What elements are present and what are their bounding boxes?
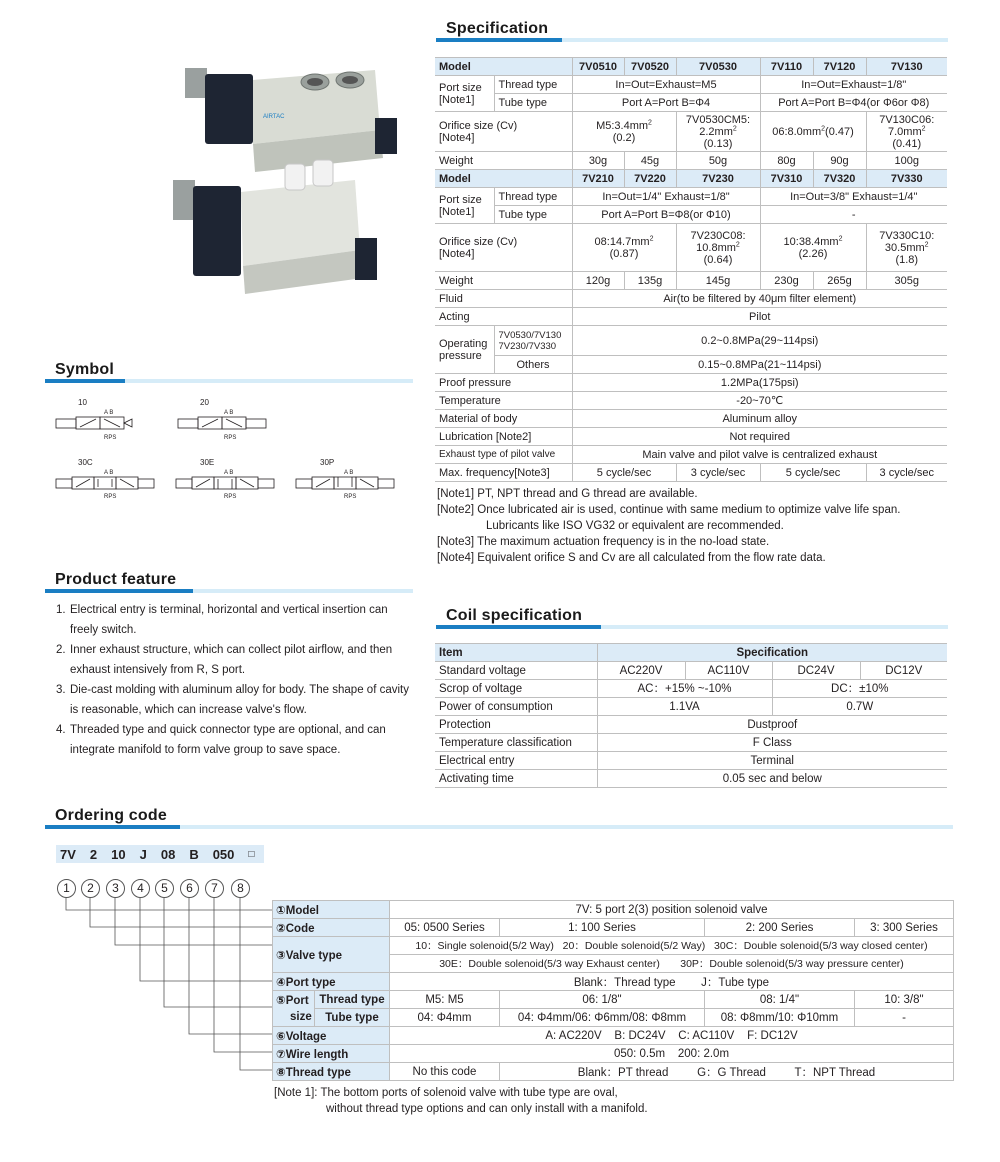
ordering-index-circle: 1 bbox=[57, 879, 76, 898]
model-cell: 7V0530 bbox=[676, 58, 760, 76]
weight-cell: 90g bbox=[813, 152, 866, 170]
port-size-label: Port size [Note1] bbox=[435, 188, 494, 224]
order-port-type-value: Blank：Thread type J：Tube type bbox=[390, 973, 954, 991]
note-2: [Note2] Once lubricated air is used, continue with same medium to optimize valve life span. bbox=[437, 504, 901, 516]
voltage-cell: AC110V bbox=[685, 662, 772, 680]
model-cell: 7V130 bbox=[866, 58, 947, 76]
max-frequency-label: Max. frequency[Note3] bbox=[435, 464, 572, 482]
frequency-value: 3 cycle/sec bbox=[866, 464, 947, 482]
code-part: □ bbox=[248, 848, 255, 860]
tube-type-label: Tube type bbox=[494, 94, 572, 112]
activating-time-value: 0.05 sec and below bbox=[597, 770, 947, 788]
order-valve-value: 10：Single solenoid(5/2 Way) 20：Double solenoid(5/2 Way) 30C：Double solenoid(5/3 way closed center) bbox=[390, 937, 954, 955]
model-cell: 7V210 bbox=[572, 170, 624, 188]
code-part: 050 bbox=[212, 846, 235, 862]
acting-label: Acting bbox=[435, 308, 572, 326]
feature-item: 2. Inner exhaust structure, which can collect pilot airflow, and then exhaust intensively from R, S port. bbox=[56, 644, 393, 676]
model-cell: 7V120 bbox=[813, 58, 866, 76]
weight-cell: 50g bbox=[676, 152, 760, 170]
model-cell: 7V310 bbox=[760, 170, 813, 188]
ordering-note-line-2: without thread type options and can only install with a manifold. bbox=[326, 1103, 648, 1115]
order-wire-length-row bbox=[273, 1045, 954, 1063]
order-thread-value: 10: 3/8" bbox=[855, 991, 954, 1009]
fluid-value: Air(to be filtered by 40μm filter element) bbox=[572, 290, 947, 308]
model-cell: 7V330 bbox=[866, 170, 947, 188]
activating-time-label: Activating time bbox=[435, 770, 597, 788]
order-tube-value: 04: Φ4mm bbox=[390, 1009, 500, 1027]
order-thread-type-key: Thread type bbox=[315, 991, 390, 1009]
proof-pressure-label: Proof pressure bbox=[435, 374, 572, 392]
model-cell: 7V0520 bbox=[624, 58, 676, 76]
thread-value: In=Out=1/4" Exhaust=1/8" bbox=[572, 188, 760, 206]
operating-pressure-sub-label: Others bbox=[494, 356, 572, 374]
order-port-type-row bbox=[273, 973, 954, 991]
frequency-value: 3 cycle/sec bbox=[676, 464, 760, 482]
tube-value: - bbox=[760, 206, 947, 224]
frequency-value: 5 cycle/sec bbox=[572, 464, 676, 482]
orifice-label: Orifice size (Cv) [Note4] bbox=[435, 112, 572, 152]
code-part: B bbox=[189, 846, 199, 862]
scrop-of-voltage-label: Scrop of voltage bbox=[435, 680, 597, 698]
material-value: Aluminum alloy bbox=[572, 410, 947, 428]
order-voltage-key: ⑥Voltage bbox=[273, 1027, 390, 1045]
ordering-index-circle: 3 bbox=[106, 879, 125, 898]
exhaust-type-label: Exhaust type of pilot valve bbox=[435, 446, 572, 464]
exhaust-type-value: Main valve and pilot valve is centralized exhaust bbox=[572, 446, 947, 464]
order-code-value: 05: 0500 Series bbox=[390, 919, 500, 937]
scrop-dc-value: DC：±10% bbox=[772, 680, 947, 698]
feature-item: 3. Die-cast molding with aluminum alloy for body. The shape of cavity is reasonable, which can increase valve's flow. bbox=[56, 684, 409, 716]
weight-cell: 145g bbox=[676, 272, 760, 290]
temperature-class-value: F Class bbox=[597, 734, 947, 752]
electrical-entry-label: Electrical entry bbox=[435, 752, 597, 770]
model-cell: 7V0510 bbox=[572, 58, 624, 76]
orifice-label: Orifice size (Cv) [Note4] bbox=[435, 224, 572, 272]
tube-type-label: Tube type bbox=[494, 206, 572, 224]
ordering-note-line-1: [Note 1]: The bottom ports of solenoid valve with tube type are oval, bbox=[274, 1087, 618, 1099]
brand-logo-text: AIRTAC bbox=[263, 114, 285, 120]
order-thread-type-no-code: No this code bbox=[390, 1063, 500, 1081]
ordering-note bbox=[274, 1085, 648, 1117]
thread-value: In=Out=Exhaust=M5 bbox=[572, 76, 760, 94]
order-valve-value: 30E：Double solenoid(5/3 way Exhaust center) 30P：Double solenoid(5/3 way pressure center) bbox=[390, 955, 954, 973]
model-cell: 7V220 bbox=[624, 170, 676, 188]
power-consumption-label: Power of consumption bbox=[435, 698, 597, 716]
coil-spec-header: Specification bbox=[597, 644, 947, 662]
temperature-value: -20~70℃ bbox=[572, 392, 947, 410]
order-voltage-value: A: AC220V B: DC24V C: AC110V F: DC12V bbox=[390, 1027, 954, 1045]
port-label-rps: RPS bbox=[344, 494, 357, 500]
model-cell: 7V320 bbox=[813, 170, 866, 188]
order-model-value: 7V: 5 port 2(3) position solenoid valve bbox=[390, 901, 954, 919]
order-code-value: 3: 300 Series bbox=[855, 919, 954, 937]
order-tube-type-key: Tube type bbox=[315, 1009, 390, 1027]
port-size-label: Port size [Note1] bbox=[435, 76, 494, 112]
ordering-index-circle: 5 bbox=[155, 879, 174, 898]
weight-cell: 120g bbox=[572, 272, 624, 290]
weight-cell: 30g bbox=[572, 152, 624, 170]
order-wire-length-key: ⑦Wire length bbox=[273, 1045, 390, 1063]
voltage-cell: AC220V bbox=[597, 662, 685, 680]
code-part: 08 bbox=[160, 846, 176, 862]
symbol-label-30c: 30C bbox=[78, 458, 93, 467]
order-thread-type-row bbox=[273, 1063, 954, 1081]
tube-value: Port A=Port B=Φ4 bbox=[572, 94, 760, 112]
fluid-label: Fluid bbox=[435, 290, 572, 308]
port-label-rps: RPS bbox=[224, 435, 237, 441]
symbol-title: Symbol bbox=[55, 361, 114, 378]
weight-cell: 45g bbox=[624, 152, 676, 170]
ordering-index-circle: 8 bbox=[231, 879, 250, 898]
model-label: Model bbox=[435, 58, 572, 76]
port-label-ab: A B bbox=[224, 410, 234, 416]
thread-type-label: Thread type bbox=[494, 188, 572, 206]
weight-cell: 100g bbox=[866, 152, 947, 170]
ordering-code-table bbox=[272, 900, 954, 1081]
model-cell: 7V110 bbox=[760, 58, 813, 76]
feature-item: 1. Electrical entry is terminal, horizontal and vertical insertion can freely switch. bbox=[56, 604, 388, 636]
symbol-label-30e: 30E bbox=[200, 458, 215, 467]
weight-cell: 265g bbox=[813, 272, 866, 290]
voltage-cell: DC24V bbox=[772, 662, 860, 680]
specification-title: Specification bbox=[446, 20, 549, 37]
orifice-value: $M5:3.4mm^2$ (0.2) bbox=[572, 112, 676, 152]
lubrication-value: Not required bbox=[572, 428, 947, 446]
operating-pressure-value: 0.15~0.8MPa(21~114psi) bbox=[572, 356, 947, 374]
order-code-key: ②Code bbox=[273, 919, 390, 937]
proof-pressure-value: 1.2MPa(175psi) bbox=[572, 374, 947, 392]
order-thread-value: 06: 1/8" bbox=[500, 991, 705, 1009]
voltage-cell: DC12V bbox=[860, 662, 947, 680]
order-model-key: ①Model bbox=[273, 901, 390, 919]
frequency-value: 5 cycle/sec bbox=[760, 464, 866, 482]
thread-value: In=Out=3/8" Exhaust=1/4" bbox=[760, 188, 947, 206]
port-label-rps: RPS bbox=[224, 494, 237, 500]
order-port-size-tube-row bbox=[273, 1009, 954, 1027]
acting-value: Pilot bbox=[572, 308, 947, 326]
weight-cell: 305g bbox=[866, 272, 947, 290]
symbol-label-30p: 30P bbox=[320, 458, 335, 467]
protection-value: Dustproof bbox=[597, 716, 947, 734]
operating-pressure-label: Operating pressure bbox=[435, 326, 494, 374]
coil-specification-title: Coil specification bbox=[446, 607, 583, 624]
temperature-label: Temperature bbox=[435, 392, 572, 410]
electrical-entry-value: Terminal bbox=[597, 752, 947, 770]
order-code-value: 2: 200 Series bbox=[705, 919, 855, 937]
ordering-index-circle: 4 bbox=[131, 879, 150, 898]
note-3: [Note3] The maximum actuation frequency is in the no-load state. bbox=[437, 536, 770, 548]
symbol-label-20: 20 bbox=[200, 398, 209, 407]
ordering-code-title: Ordering code bbox=[55, 807, 167, 824]
orifice-value: 7V130C06: $7.0mm^2$ (0.41) bbox=[866, 112, 947, 152]
order-thread-value: 08: 1/4" bbox=[705, 991, 855, 1009]
port-label-rps: RPS bbox=[104, 435, 117, 441]
protection-label: Protection bbox=[435, 716, 597, 734]
weight-label: Weight bbox=[435, 272, 572, 290]
power-ac-value: 1.1VA bbox=[597, 698, 772, 716]
order-thread-value: M5: M5 bbox=[390, 991, 500, 1009]
feature-item: 4. Threaded type and quick connector type are optional, and can integrate manifold to form valve group to save space. bbox=[56, 724, 386, 756]
lubrication-label: Lubrication [Note2] bbox=[435, 428, 572, 446]
weight-label: Weight bbox=[435, 152, 572, 170]
order-valve-key: ③Valve type bbox=[273, 937, 390, 973]
order-code-value: 1: 100 Series bbox=[500, 919, 705, 937]
order-wire-length-value: 050: 0.5m 200: 2.0m bbox=[390, 1045, 954, 1063]
order-port-size-key: ⑤Port size bbox=[273, 991, 315, 1027]
tube-value: Port A=Port B=Φ4(or Φ6or Φ8) bbox=[760, 94, 947, 112]
order-tube-value: - bbox=[855, 1009, 954, 1027]
order-port-type-key: ④Port type bbox=[273, 973, 390, 991]
order-thread-type-value: Blank：PT thread G：G Thread T：NPT Thread bbox=[500, 1063, 954, 1081]
operating-pressure-sub-label: 7V0530/7V130 7V230/7V330 bbox=[494, 326, 572, 356]
operating-pressure-value: 0.2~0.8MPa(29~114psi) bbox=[572, 326, 947, 356]
note-2-cont: Lubricants like ISO VG32 or equivalent are recommended. bbox=[486, 520, 784, 532]
order-tube-value: 08: Φ8mm/10: Φ10mm bbox=[705, 1009, 855, 1027]
code-part: 10 bbox=[111, 846, 126, 862]
scrop-ac-value: AC：+15% ~-10% bbox=[597, 680, 772, 698]
note-1: [Note1] PT, NPT thread and G thread are available. bbox=[437, 488, 698, 500]
order-model-row bbox=[273, 901, 954, 919]
orifice-value: $08:14.7mm^2$ (0.87) bbox=[572, 224, 676, 272]
product-feature-title: Product feature bbox=[55, 571, 177, 588]
code-part: 7V bbox=[60, 846, 76, 862]
ordering-index-circle: 2 bbox=[81, 879, 100, 898]
orifice-value: 7V0530CM5: $2.2mm^2$ (0.13) bbox=[676, 112, 760, 152]
note-4: [Note4] Equivalent orifice S and Cv are all calculated from the flow rate data. bbox=[437, 552, 826, 564]
power-dc-value: 0.7W bbox=[772, 698, 947, 716]
symbol-label-10: 10 bbox=[78, 398, 87, 407]
standard-voltage-label: Standard voltage bbox=[435, 662, 597, 680]
order-code-row bbox=[273, 919, 954, 937]
thread-value: In=Out=Exhaust=1/8" bbox=[760, 76, 947, 94]
weight-cell: 135g bbox=[624, 272, 676, 290]
port-label-ab: A B bbox=[224, 470, 234, 476]
port-label-ab: A B bbox=[104, 410, 114, 416]
model-cell: 7V230 bbox=[676, 170, 760, 188]
coil-item-header: Item bbox=[435, 644, 597, 662]
weight-cell: 230g bbox=[760, 272, 813, 290]
temperature-class-label: Temperature classification bbox=[435, 734, 597, 752]
ordering-index-circle: 6 bbox=[180, 879, 199, 898]
ordering-index-circle: 7 bbox=[205, 879, 224, 898]
port-label-ab: A B bbox=[344, 470, 354, 476]
order-port-size-thread-row bbox=[273, 991, 954, 1009]
orifice-value: $10:38.4mm^2$ (2.26) bbox=[760, 224, 866, 272]
port-label-ab: A B bbox=[104, 470, 114, 476]
port-label-rps: RPS bbox=[104, 494, 117, 500]
order-voltage-row bbox=[273, 1027, 954, 1045]
model-label: Model bbox=[435, 170, 572, 188]
orifice-value: $06:8.0mm^2(0.47)$ bbox=[760, 112, 866, 152]
tube-value: Port A=Port B=Φ8(or Φ10) bbox=[572, 206, 760, 224]
orifice-value: 7V230C08: $10.8mm^2$ (0.64) bbox=[676, 224, 760, 272]
code-part: J bbox=[139, 846, 147, 862]
thread-type-label: Thread type bbox=[494, 76, 572, 94]
code-part: 2 bbox=[89, 846, 98, 862]
order-valve-row-1 bbox=[273, 937, 954, 955]
material-label: Material of body bbox=[435, 410, 572, 428]
orifice-value: 7V330C10: $30.5mm^2$ (1.8) bbox=[866, 224, 947, 272]
order-tube-value: 04: Φ4mm/06: Φ6mm/08: Φ8mm bbox=[500, 1009, 705, 1027]
order-thread-type-key: ⑧Thread type bbox=[273, 1063, 390, 1081]
weight-cell: 80g bbox=[760, 152, 813, 170]
